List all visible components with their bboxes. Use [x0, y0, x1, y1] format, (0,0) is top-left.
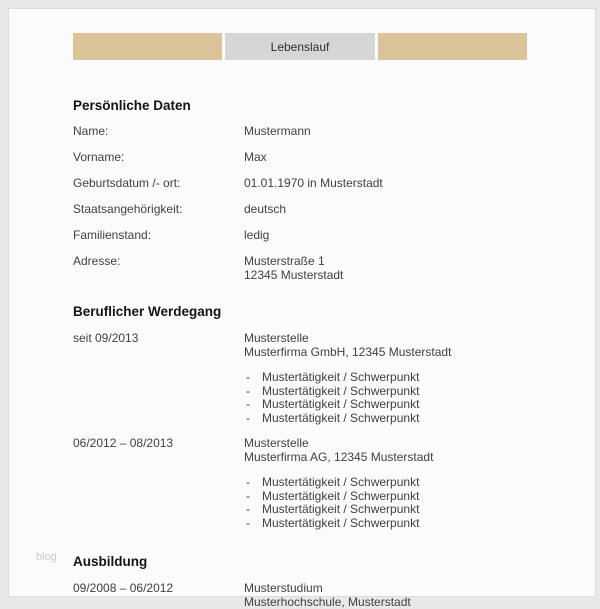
- personal-row-name: [73, 124, 565, 150]
- bullet-text: Mustertätigkeit / Schwerpunkt: [262, 383, 420, 398]
- entry-detail: [244, 331, 565, 425]
- bullet-item: [244, 517, 565, 531]
- bullet-item: [244, 490, 565, 504]
- bullet-dash: -: [246, 370, 250, 384]
- row-label: Staatsangehörigkeit:: [73, 202, 183, 216]
- bullet-text: Mustertätigkeit / Schwerpunkt: [262, 397, 420, 411]
- entry-title: Musterstelle: [244, 331, 309, 345]
- section-heading-experience: Beruflicher Werdegang: [73, 304, 222, 319]
- entry-date: 09/2008 – 06/2012: [73, 581, 174, 595]
- entry-detail: [244, 436, 565, 530]
- entry-title: Musterstelle: [244, 436, 309, 450]
- address-line-1: Musterstraße 1: [244, 254, 325, 268]
- row-value: [244, 254, 565, 282]
- row-label: Familienstand:: [73, 228, 152, 242]
- section-heading-personal: Persönliche Daten: [73, 98, 191, 113]
- row-label: Name:: [73, 124, 109, 138]
- entry-detail: [244, 581, 565, 609]
- personal-row-adresse: [73, 254, 565, 282]
- bullet-item: [244, 412, 565, 426]
- bullet-dash: -: [246, 397, 250, 411]
- row-value: Mustermann: [244, 124, 311, 138]
- experience-entry: [73, 331, 565, 425]
- cv-content: [73, 98, 595, 609]
- header-tab-bar: [73, 33, 528, 60]
- personal-data-table: [73, 124, 565, 282]
- row-label: Adresse:: [73, 254, 121, 268]
- bullet-dash: -: [246, 515, 250, 530]
- bullet-text: Mustertätigkeit / Schwerpunkt: [262, 515, 420, 530]
- entry-title: Musterstudium: [244, 581, 323, 595]
- cv-document-page: [8, 8, 596, 609]
- bullet-dash: -: [246, 475, 250, 489]
- bullet-list: [244, 371, 565, 425]
- personal-row-geburtsdatum: [73, 176, 565, 202]
- address-line-2: 12345 Musterstadt: [244, 268, 344, 282]
- tab-lebenslauf: [225, 33, 375, 60]
- personal-row-staatsangehoerigkeit: [73, 202, 565, 228]
- bullet-list: [244, 476, 565, 530]
- personal-row-familienstand: [73, 228, 565, 254]
- bullet-item: [244, 476, 565, 490]
- entry-date: seit 09/2013: [73, 331, 139, 345]
- entry-company: Musterfirma AG, 12345 Musterstadt: [244, 450, 434, 464]
- bullet-text: Mustertätigkeit / Schwerpunkt: [262, 410, 420, 425]
- personal-row-vorname: [73, 150, 565, 176]
- bullet-item: [244, 385, 565, 399]
- row-label: Geburtsdatum /- ort:: [73, 176, 181, 190]
- experience-entry: [73, 436, 565, 530]
- entry-company: Musterfirma GmbH, 12345 Musterstadt: [244, 345, 452, 359]
- entry-company: Musterhochschule, Musterstadt: [244, 595, 411, 609]
- bullet-dash: -: [246, 410, 250, 425]
- bullet-item: [244, 371, 565, 385]
- header-accent-block-right: [378, 33, 527, 60]
- education-entry: [73, 581, 565, 609]
- entry-date: 06/2012 – 08/2013: [73, 436, 174, 450]
- row-value: Max: [244, 150, 267, 164]
- bullet-dash: -: [246, 502, 250, 516]
- bullet-dash: -: [246, 488, 250, 503]
- row-label: Vorname:: [73, 150, 125, 164]
- blog-watermark: blog: [36, 551, 57, 563]
- bullet-item: [244, 503, 565, 517]
- bullet-item: [244, 398, 565, 412]
- bullet-text: Mustertätigkeit / Schwerpunkt: [262, 488, 420, 503]
- row-value: ledig: [244, 228, 270, 242]
- section-heading-education: Ausbildung: [73, 554, 148, 569]
- bullet-dash: -: [246, 383, 250, 398]
- bullet-text: Mustertätigkeit / Schwerpunkt: [262, 475, 420, 489]
- tab-lebenslauf-label: Lebenslauf: [270, 39, 330, 54]
- row-value: 01.01.1970 in Musterstadt: [244, 176, 383, 190]
- bullet-text: Mustertätigkeit / Schwerpunkt: [262, 502, 420, 516]
- header-accent-block-left: [73, 33, 222, 60]
- row-value: deutsch: [244, 202, 287, 216]
- bullet-text: Mustertätigkeit / Schwerpunkt: [262, 370, 420, 384]
